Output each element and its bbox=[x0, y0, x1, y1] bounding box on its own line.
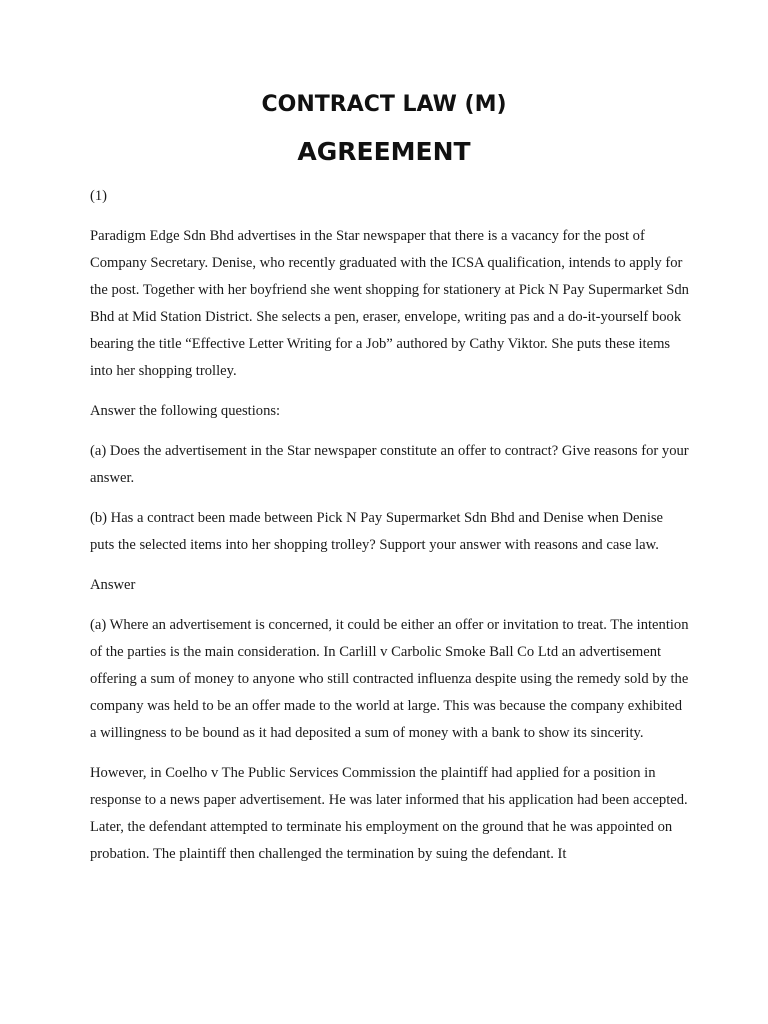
document-title: CONTRACT LAW (M) bbox=[261, 92, 507, 117]
document-body bbox=[90, 183, 690, 881]
answer-coelho-paragraph: However, in Coelho v The Public Services Commission the plaintiff had applied for a position in response to a news paper advertisement. He was later informed that his application had been accepted. Later, the defendant attempted to terminate his employment on the ground that he was appointed on probation. The plaintiff then challenged the termination by suing the defendant. It bbox=[90, 765, 688, 862]
document-subtitle: AGREEMENT bbox=[297, 137, 471, 166]
scenario-paragraph: Paradigm Edge Sdn Bhd advertises in the Star newspaper that there is a vacancy for the post of Company Secretary. Denise, who recently graduated with the ICSA qualification, intends to apply for the post. Together with her boyfriend she went shopping for stationery at Pick N Pay Supermarket Sdn Bhd at Mid Station District. She selects a pen, eraser, envelope, writing pas and a do-it-yourself book bearing the title “Effective Letter Writing for a Job” authored by Cathy Viktor. She puts these items into her shopping trolley. bbox=[90, 228, 689, 379]
instruction-paragraph: Answer the following questions: bbox=[90, 403, 281, 419]
question-number: (1) bbox=[90, 188, 108, 204]
question-a-paragraph: (a) Does the advertisement in the Star newspaper constitute an offer to contract? Give reasons for your answer. bbox=[90, 443, 689, 486]
question-b-paragraph: (b) Has a contract been made between Pick N Pay Supermarket Sdn Bhd and Denise when Denise puts the selected items into her shopping trolley? Support your answer with reasons and case law. bbox=[90, 510, 664, 553]
answer-a-paragraph: (a) Where an advertisement is concerned, it could be either an offer or invitation to treat. The intention of the parties is the main consideration. In Carlill v Carbolic Smoke Ball Co Ltd an advertisement offering a sum of money to anyone who still contracted influenza despite using the remedy sold by the company was held to be an offer made to the world at large. This was because the company exhibited a willingness to be bound as it had deposited a sum of money with a bank to show its sincerity. bbox=[90, 617, 689, 741]
answer-heading: Answer bbox=[90, 577, 136, 593]
